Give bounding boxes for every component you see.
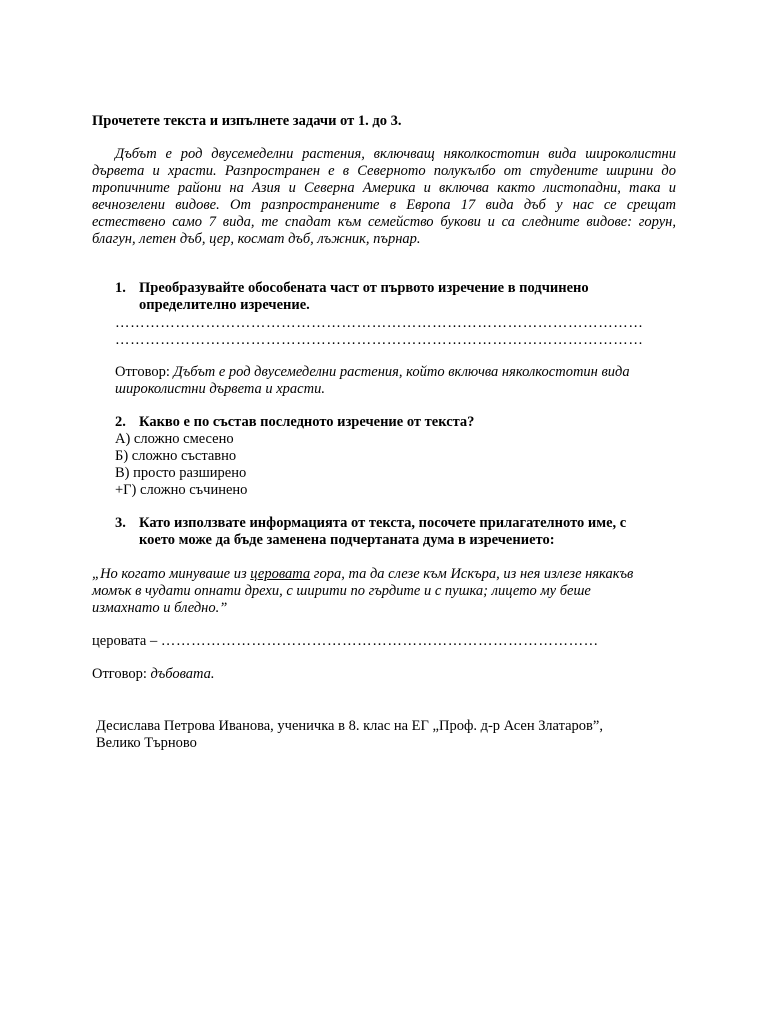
author-line: Десислава Петрова Иванова, ученичка в 8. клас на ЕГ „Проф. д-р Асен Златаров”, [96,718,603,734]
answer-blank-line[interactable]: …………………………………………………………………………… [160,633,599,649]
passage-line: благун, летен дъб, цер, космат дъб, лъжник, пърнар. [92,231,421,247]
answer-text: Дъбът е род двусемеделни растения, който включва няколкостотин вида [173,364,630,380]
instructions-heading: Прочетете текста и изпълнете задачи от 1. до 3. [92,113,402,129]
passage-line: Дъбът е род двусемеделни растения, включващ няколкостотин вида широколистни [115,146,676,162]
word-label: церовата – [92,633,161,649]
task-number: 1. [115,280,126,296]
quote-line [92,566,633,583]
answer-label: Отговор: [115,364,174,380]
answer-line [92,666,215,683]
option-d-correct: +Г) сложно съчинено [115,482,248,498]
underlined-word: церовата [250,566,311,582]
answer-blank-line[interactable]: …………………………………………………………………………………………… [115,332,644,348]
task-question: Какво е по състав последното изречение от текста? [139,414,475,430]
task-number: 3. [115,515,126,531]
task-question: определително изречение. [139,297,310,313]
quote-text: „Но когато минуваше из [92,566,251,582]
task-question: Като използвате информацията от текста, посочете прилагателното име, с [139,515,627,531]
quote-line: момък в чудати опнати дрехи, с ширити по гърдите и с пушка; лицето му беше [92,583,591,599]
author-line: Велико Търново [96,735,197,751]
answer-text: широколистни дървета и храсти. [115,381,325,397]
option-b: Б) сложно съставно [115,448,237,464]
answer-label: Отговор: [92,666,151,682]
option-c: В) просто разширено [115,465,247,481]
option-a: А) сложно смесено [115,431,234,447]
task-number: 2. [115,414,126,430]
passage-line: дървета и храсти. Разпространен е в Северното полукълбо от студените ширини до [92,163,676,179]
answer-blank-line[interactable]: …………………………………………………………………………………………… [115,315,644,331]
quote-text: гора, та да слезе към Искъра, из нея излезе някакъв [310,566,634,582]
passage-line: вечнозелени видове. От разпространените в Европа 17 вида дъб у нас се срещат [92,197,676,213]
task-question: Преобразувайте обособената част от първото изречение в подчинено [139,280,589,296]
word-answer-line [92,633,599,650]
quote-line: измахнато и бледно.” [92,600,228,616]
answer-text: дъбовата. [150,666,215,682]
answer-line [115,364,630,381]
task-question: което може да бъде заменена подчертаната дума в изречението: [139,532,555,548]
passage-line: естествено само 7 вида, те спадат към семейство букови и са следните видове: горун, [92,214,676,230]
passage-line: тропичните райони на Азия и Северна Америка и включва както листопадни, така и [92,180,676,196]
